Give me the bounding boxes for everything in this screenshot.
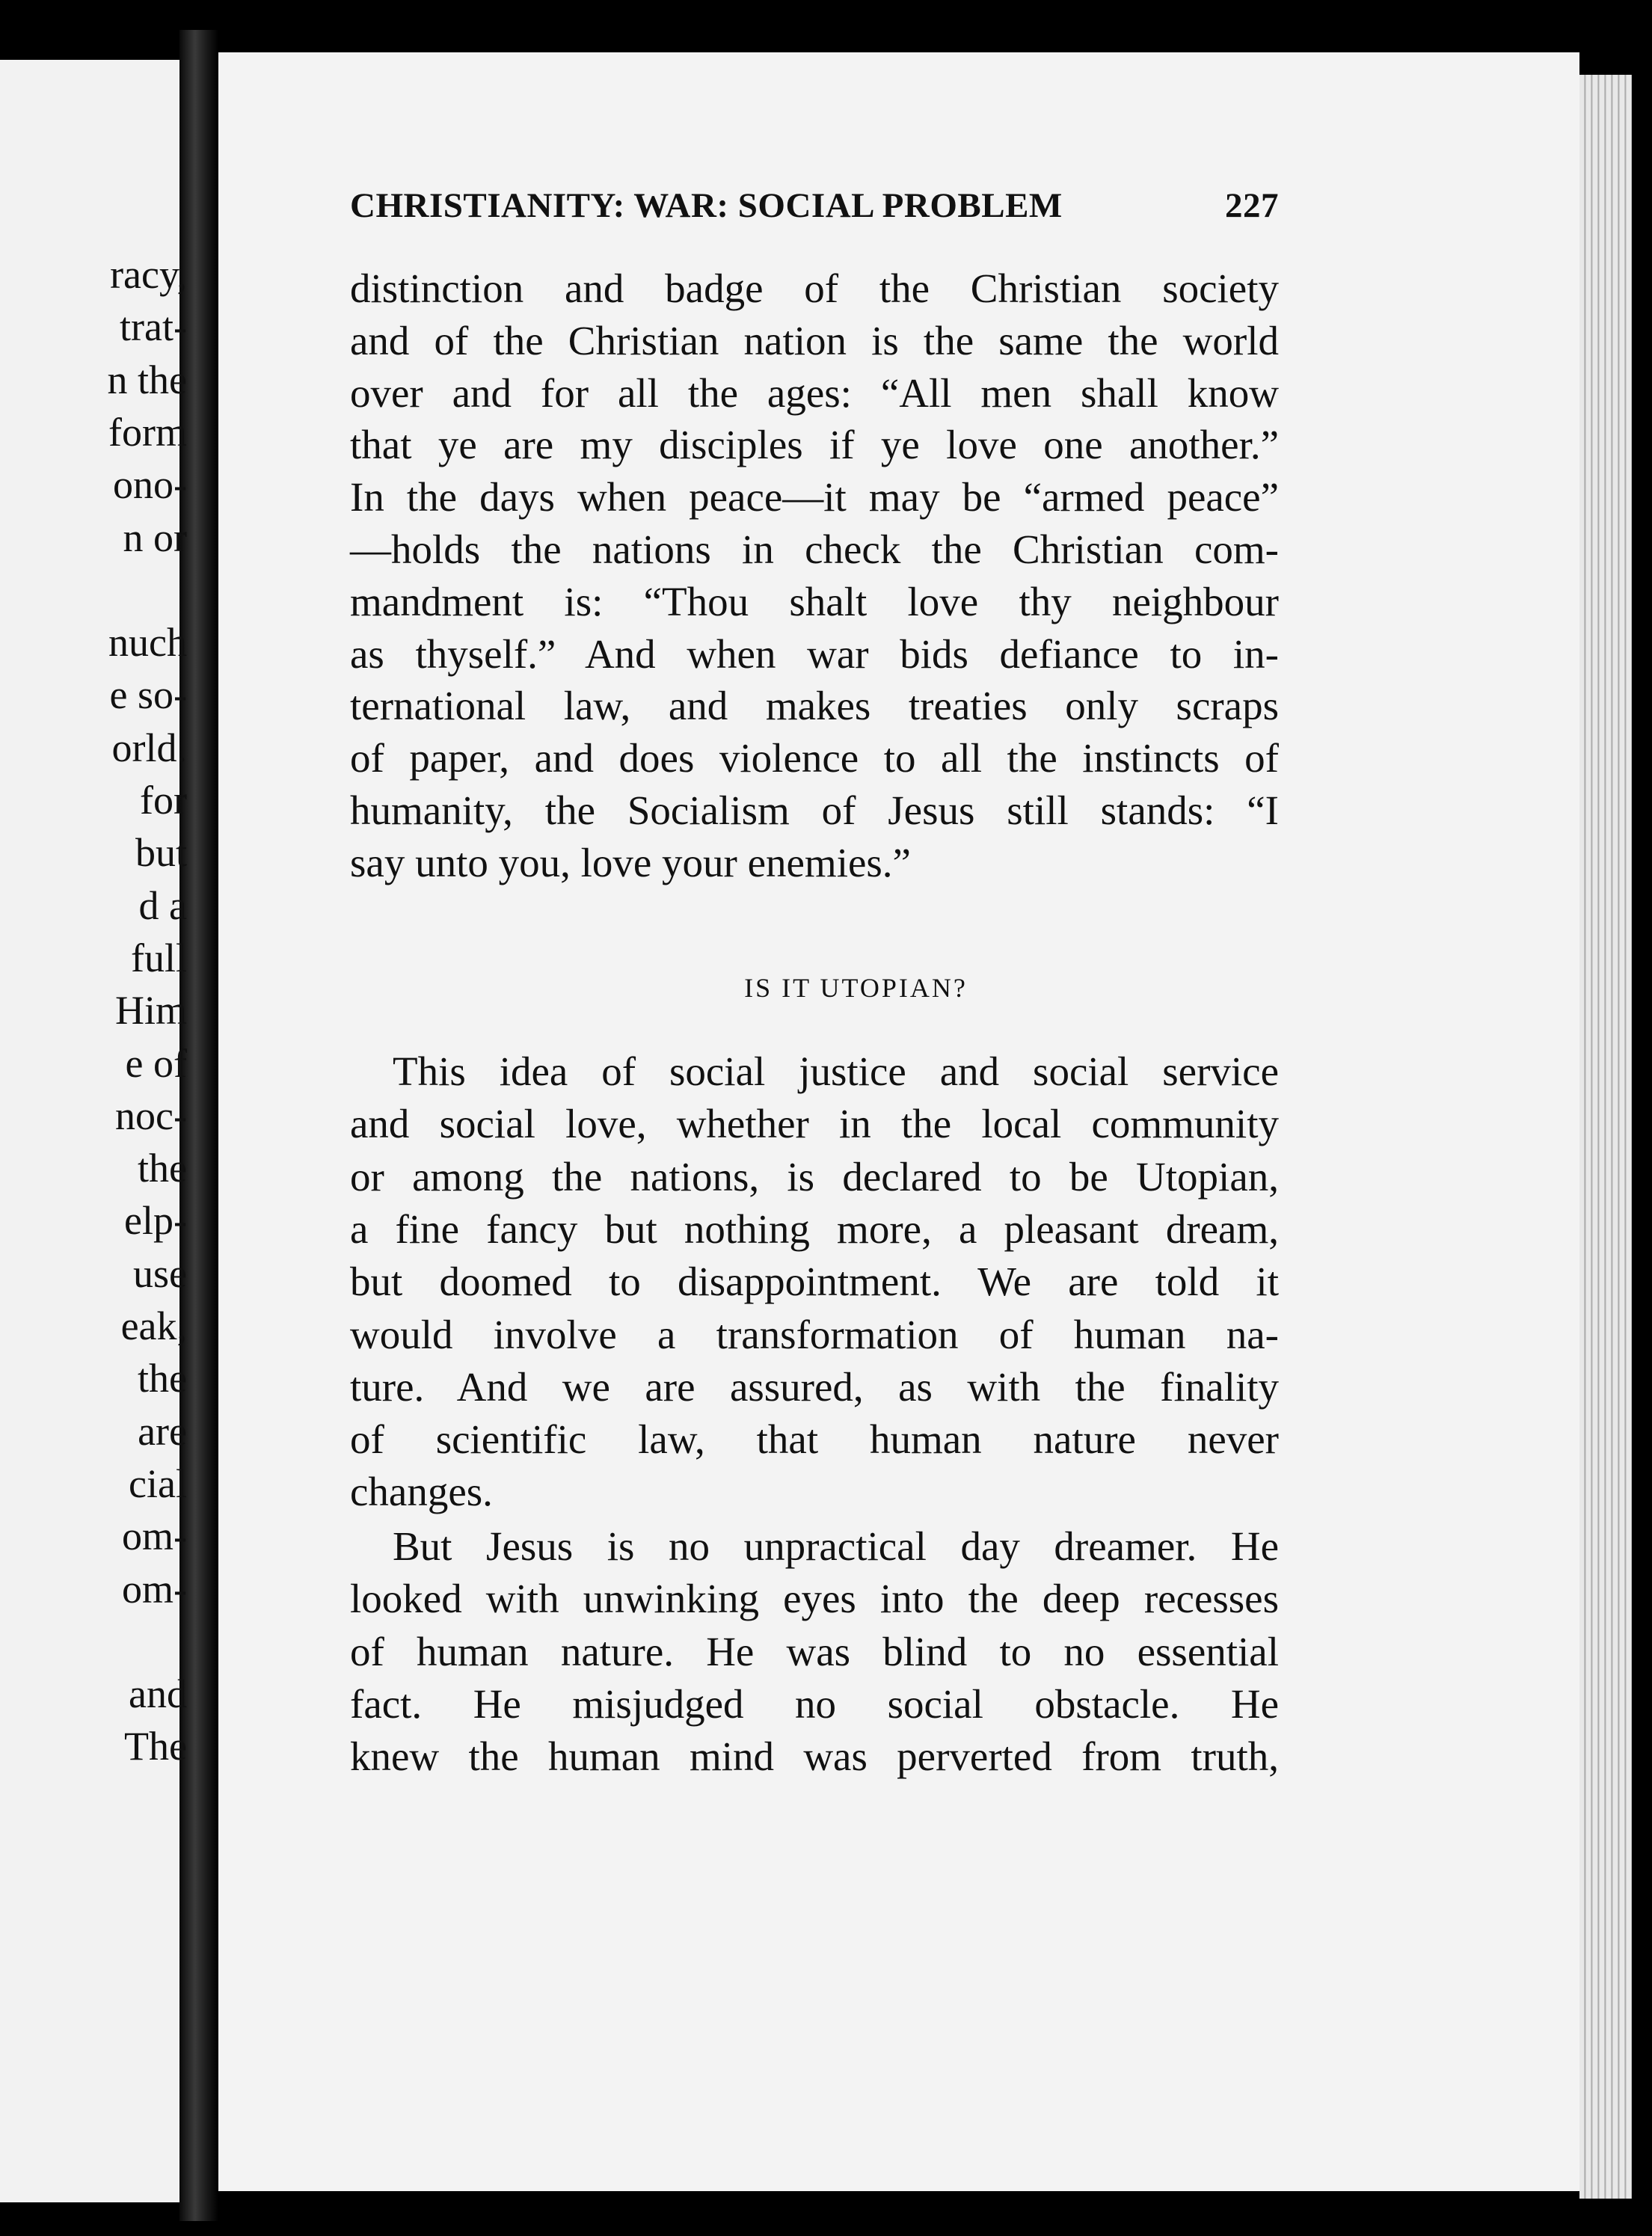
text-line: and of the Christian nation is the same the world — [350, 317, 1279, 363]
left-page-line: use — [133, 1250, 187, 1296]
left-page-line: nuch — [108, 620, 187, 666]
text-line: In the days when peace—it may be “armed peace” — [350, 474, 1279, 520]
left-page-line: Him — [114, 988, 187, 1033]
running-header — [350, 185, 1279, 226]
text-line: humanity, the Socialism of Jesus still stands: “I — [350, 787, 1279, 833]
left-page-line: eak, — [120, 1303, 187, 1348]
text-line: distinction and badge of the Christian society — [350, 265, 1279, 311]
text-line: mandment is: “Thou shalt love thy neighbour — [350, 578, 1279, 624]
text-line: of scientific law, that human nature never — [350, 1416, 1279, 1463]
text-line: —holds the nations in check the Christian com- — [350, 526, 1279, 572]
left-page-line: om- — [122, 1566, 187, 1612]
page-edges — [1579, 75, 1632, 2199]
left-page-line: cial — [129, 1461, 187, 1506]
left-page-line: the — [138, 1356, 187, 1401]
left-page-line: but — [135, 830, 187, 876]
left-page-line: noc- — [115, 1093, 187, 1138]
text-line: But Jesus is no unpractical day dreamer. He — [393, 1523, 1279, 1569]
left-page-line: racy, — [110, 252, 187, 297]
left-page-line: ono- — [113, 462, 187, 508]
text-line: say unto you, love your enemies.” — [350, 839, 911, 885]
left-page-line: the — [138, 1146, 187, 1191]
left-page-line: full — [131, 935, 187, 980]
left-page-line: and — [129, 1671, 187, 1717]
left-page-line: form — [108, 409, 187, 455]
text-line: of human nature. He was blind to no essential — [350, 1628, 1279, 1674]
text-line: This idea of social justice and social service — [393, 1048, 1279, 1094]
left-page-line: trat- — [120, 304, 187, 350]
left-page-line: for — [140, 778, 187, 823]
text-line: ture. And we are assured, as with the finality — [350, 1363, 1279, 1410]
text-line: and social love, whether in the local community — [350, 1101, 1279, 1147]
page-number: 227 — [1225, 186, 1279, 225]
left-page-line: are — [138, 1408, 187, 1454]
left-page-line: e of — [125, 1040, 187, 1086]
text-line: or among the nations, is declared to be Utopian, — [350, 1153, 1279, 1200]
text-line: over and for all the ages: “All men shall know — [350, 369, 1279, 416]
running-title: CHRISTIANITY: WAR: SOCIAL PROBLEM — [350, 186, 1063, 225]
text-line: that ye are my disciples if ye love one another.” — [350, 422, 1279, 468]
left-page-line: d a — [138, 882, 187, 928]
left-page-line: orld. — [111, 725, 187, 770]
left-page-line: n or — [123, 515, 187, 560]
text-line: would involve a transformation of human na- — [350, 1311, 1279, 1357]
text-line: looked with unwinking eyes into the deep recesses — [350, 1576, 1279, 1622]
left-page-line: n the — [107, 357, 187, 402]
section-heading: IS IT UTOPIAN? — [744, 973, 968, 1003]
left-page-line: e so- — [109, 672, 187, 718]
text-line: of paper, and does violence to all the instincts of — [350, 735, 1279, 781]
text-line: a fine fancy but nothing more, a pleasant dream, — [350, 1205, 1279, 1252]
text-line: fact. He misjudged no social obstacle. He — [350, 1680, 1279, 1727]
left-page-line: The — [124, 1724, 187, 1769]
left-page-line: elp- — [124, 1198, 187, 1244]
text-line: knew the human mind was perverted from truth, — [350, 1733, 1279, 1780]
left-page-line: om- — [122, 1514, 187, 1559]
text-line: ternational law, and makes treaties only scraps — [350, 683, 1279, 729]
text-line: but doomed to disappointment. We are told it — [350, 1259, 1279, 1305]
text-line: as thyself.” And when war bids defiance to in- — [350, 630, 1279, 677]
text-line: changes. — [350, 1469, 493, 1515]
